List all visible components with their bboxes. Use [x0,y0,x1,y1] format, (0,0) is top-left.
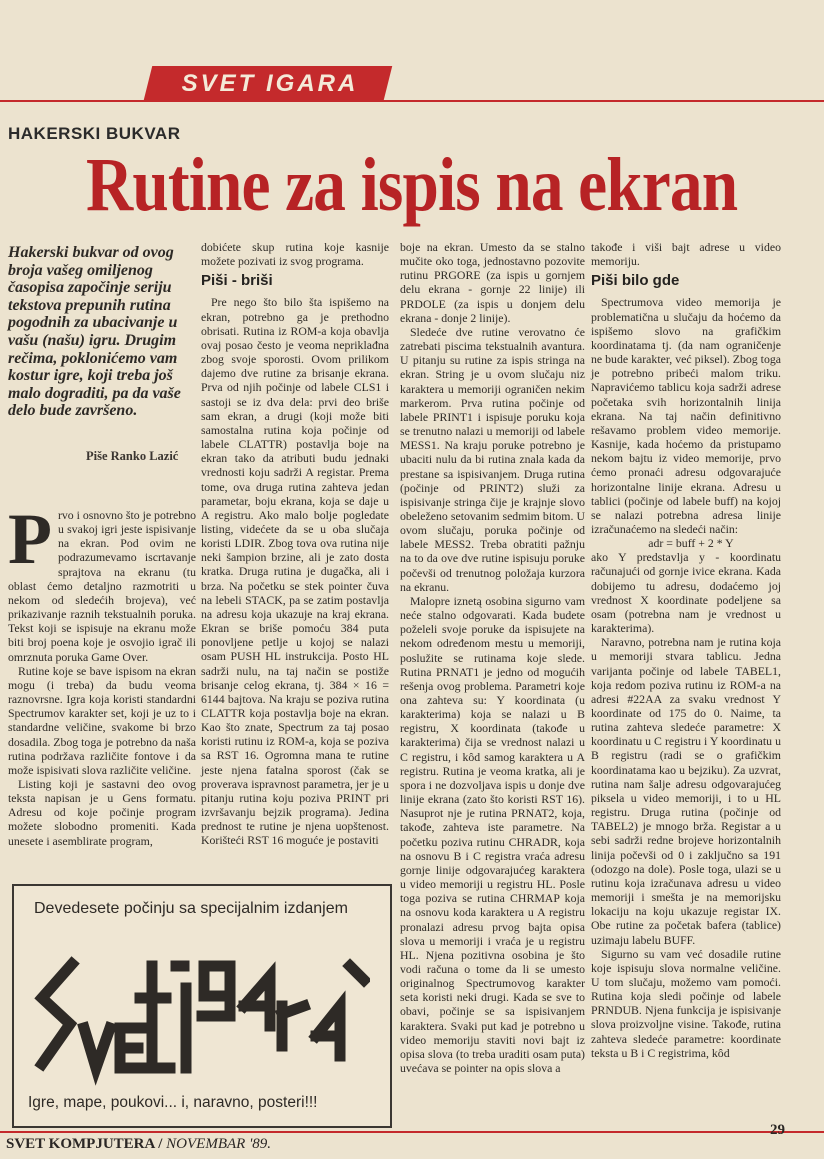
bottom-rule [0,1131,824,1133]
paragraph: takođe i viši bajt adrese u video memoriju. [591,240,781,269]
paragraph: Listing koji je sastavni deo ovog teksta napisan je u Gens formatu. Adresu od koje počinje program možete slobodno promeniti. Kada unesete i asemblirate program, [8,776,196,848]
top-rule [0,100,824,102]
footer-title: SVET KOMPJUTERA / [6,1136,167,1152]
column-1 [8,499,196,848]
paragraph: boje na ekran. Umesto da se stalno mučite oko toga, jednostavno pozovite rutinu PRGORE (za ispis u gornjem delu ekrana - gornje 22 linije) ili PRDOLE (za ispis u donjem delu ekrana - donje 2 linije). [400,240,585,325]
paragraph: Malopre iznetą osobina sigurno vam neće stalno odgovarati. Kada budete poželeli svoje poruke da ispisujete na nekom određenom mestu u memoriji, poslužite se rutinama koje slede. Rutina PRNAT1 je jedno od mogućih rešenja ovog problema. Parametri koje ona zahteva su: Y koordinata (u karakterima) koja se nalazi u B registru, X koordinata (takođe u karakterima) čija se vrednost nalazi u C registru, i kôd samog karaktera u A registru. Rutina je veoma kratka, ali je spora i ne dozvoljava ispis u donje dve linije ekrana (zato što koristi RST 16). Nasuprot nje je rutina PRNAT2, koja, takođe, zahteva iste parametre. Na početku poziva rutinu CHRADR, koja na osnovu B i C registra vraća adresu gornje linije odgovarajućeg karaktera u video memoriji u registru HL. Posle toga poziva se rutina CHRMAP koja na osnovu koda karaktera u A registru pronalazi adresu prvog bajta opisa slova u memoriji i vraća je u registru HL. Njena pozitivna osobina je što vodi računa o tome da li se umesto originalnog Spectrumovog karakter seta koristi neki drugi. Kada se sve to obavi, počinje se sa ispisivanjem karaktera. Svaki put kad je potrebno u video memoriju staviti novi bajt iz opisa slova (to treba uraditi osam puta) uvećava se pointer na opis slova a [400,593,585,1076]
paragraph: dobićete skup rutina koje kasnije možete pozivati iz svog programa. [201,240,389,269]
column-4 [591,240,781,1060]
paragraph: Rutine koje se bave ispisom na ekran mogu (i treba) da budu veoma raznovrsne. Igra koja koristi standardni Spectrumov karakter set, koji je uz to i standardne veličine, svakome bi brzo dosadila. Zbog toga je potrebno da naša rutina podržava različite fontove i da može ispisivati slova različite veličine. [8,663,196,777]
column-2 [201,240,389,848]
formula: adr = buff + 2 * Y [648,536,734,551]
subheading-pisi-brisi: Piši - briši [201,272,273,290]
ad-tagline: Igre, mape, poukovi... i, naravno, posteri!!! [28,1094,318,1111]
paragraph: Pre nego što bilo šta ispišemo na ekran, potrebno ga je prethodno obrisati. Rutina iz ROM-a koja obavlja ovaj posao često je veoma nepriklađna zbog svoje sporosti. Ovom prilikom dajemo dve rutine za brisanje ekrana. Prva od njih počinje od labele CLS1 i sastoji se iz dva dela: prvi deo briše sam ekran, a drugi (koji može biti samostalna rutina koja počinje od labele CLATTR) postavlja boje na ekran tako da atributi budu jednaki vrednosti koju sadrži A registar. Prema tome, ova druga rutina zahteva jedan parametar, boju ekrana, koja se daje u A registru. Ako malo bolje pogledate listing, videćete da se u oba slučaja koristi LDIR. Zbog tova ova rutina nije neki šampion brzine, ali je zato dosta kratka. Druga rutina je dugačka, ali i brza. Na početku se stek pointer čuva na lebeli STACK, pa se zatim postavlja na adresu koja ukazuje na kraj ekrana. Ekran se briše pomoću 384 puta ponovljene petlje u kojoj se nalazi osam PUSH HL instrukcija. Posto HL sadrži nulu, na taj način se postiže brisanje celog ekrana, tj. 384 × 16 = 6144 bajtova. Na kraju se poziva rutina CLATTR koja postavlja boje na ekran. Kao što znate, Spectrum za taj posao koristi rutinu iz ROM-a, koja se poziva sa RST 16. Ogromna mana te rutine jeste njena fatalna sporost (čak se proverava ispravnost parametra, jer je u pitanju rutina koju poziva PRINT pri izvršavanju bejzik programa). Jedina prednost te rutine je njena uopštenost. Korišteći RST 16 moguće je postaviti [201,295,389,848]
logo-text: Svet igara [34,936,39,937]
page-number: 29 [770,1122,785,1138]
footer-issue: NOVEMBAR '89. [166,1136,272,1152]
advertisement-box [12,884,392,1128]
paragraph: ako Y predstavlja y - koordinatu računajući od gornje ivice ekrana. Kada dobijemo tu adresu, dodaćemo joj vrednost X koordinate podeljene sa osam (potrebna nam je vrednost u karakterima). [591,550,781,636]
paragraph: Spectrumova video memorija je problematična u slučaju da hoćemo da ispišemo slovo na grafičkim koordinatama tj. (da nam ograničenje ne bude karakter, već piksel). Zbog toga je potrebno pribeći malom triku. Napravićemo tablicu koja sadrži adrese početaka svih horizontalnih linija ekrana. Na taj način definitivno rešavamo problem video memorije. Kasnije, kada hoćemo da pristupamo nekom bajtu iz video memorije, prvo ćemo pronaći adresu odgovarajuće horizontalne linije ekrana. Adresu u tablici (počinje od labele buff) na kojoj se nalazi potrebna adresa linije izračunaćemo na sledeći način: [591,295,781,536]
column-kicker: HAKERSKI BUKVAR [8,124,181,143]
footer-magazine [6,1136,271,1153]
ad-headline: Devedesete počinju sa specijalnim izdanjem [34,900,348,917]
paragraph: Sigurno su vam već dosadile rutine koje ispisuju slova normalne veličine. U tom slučaju, možemo vam pomoći. Rutina koja sledi počinje od labele PRNDUB. Njena funkcija je ispisivanje slova proizvoljne visine. Takođe, rutina zahteva sledeće parametre: koordinate teksta u B i C registrima, kôd [591,946,781,1060]
byline: Piše Ranko Lazić [86,449,179,463]
svet-igara-logo [34,936,370,1086]
paragraph: rvo i osnovno što je potrebno u svakoj igri jeste ispisivanje na ekran. Pod ovim ne podrazumevamo iscrtavanje sprajtova na ekranu (tu oblast ćemo detaljno razmotriti u nekom od sledećih brojeva), već prikazivanje raznih tekstualnih poruka. Tekst koji se ispisuje na ekranu može biti broj poena koje je osvojio igrač ili omrznuta poruka Game Over. [8,508,196,664]
article-headline: Rutine za ispis na ekran [86,143,738,227]
section-title: SVET IGARA [181,70,359,97]
paragraph: Naravno, potrebna nam je rutina koja u memoriji stvara tablicu. Jedna varijanta počinje od labele TABEL1, koja redom poziva rutinu iz ROM-a na adresi #22AA za svaku vrednost Y koordinate od 175 do 0. Naime, ta rutina zahteva sledeće parametre: X koordinatu u C registru i Y koordinatu u B registru (radi se o grafičkim koordinatama kao u bejziku). Za uzvrat, rutina nam šalje adresu odgovarajućeg piksela u video memoriji, i to u HL registru. Druga rutina (počinje od TABEL2) je mnogo brža. Registar a u sebi sadrži redne brojeve horizontalnih linija počevši od 0 i zaključno sa 191 (odozgo na dole). Posle toga, ulazi se u rutinu koja izračunava adresu u video memoriji i smešta je na memorijsku lokaciju na koju ukazuje registar IX. Obe rutine za početak bafera (tablice) uzimaju labelu BUFF. [591,635,781,947]
article-intro: Hakerski bukvar od ovog broja vašeg omiljenog časopisa započinje seriju tekstova prepunih rutina pogodnih za ubacivanje u vašu (našu) igru. Drugim rečima, poklonićemo vam kostur igre, koji treba još malo dograditi, pa da vaše delo bude završeno. [8,244,181,420]
drop-cap: P [8,499,52,579]
subheading-pisi-bilo-gde: Piši bilo gde [591,272,680,290]
column-3 [400,240,585,1075]
paragraph: Sledeće dve rutine verovatno će zatrebati piscima tekstualnih avantura. U pitanju su rutine za ispis stringa na ekran. String je u ovom slučaju niz karaktera u memoriji ograničen nekim markerom. Prva rutina počinje od labele PRINT1 i ispisuje poruku koja se trenutno nalazi u memoriji od labele MESS1. Na kraju poruke potrebno je ubaciti nulu da bi rutina znala kada da prestane sa ispisivanjem. Druga rutina (počinje od PRINT2) služi za ispisivanje stringa čije je krajnje slovo obeleženo setovanim sedmim bitom. U ovom slučaju, poruka počinje od labele MESS2. Treba obratiti pažnju na to da ove dve rutine ispisuju poruke počevši od trenutnog položaja kurzora na ekranu. [400,324,585,594]
